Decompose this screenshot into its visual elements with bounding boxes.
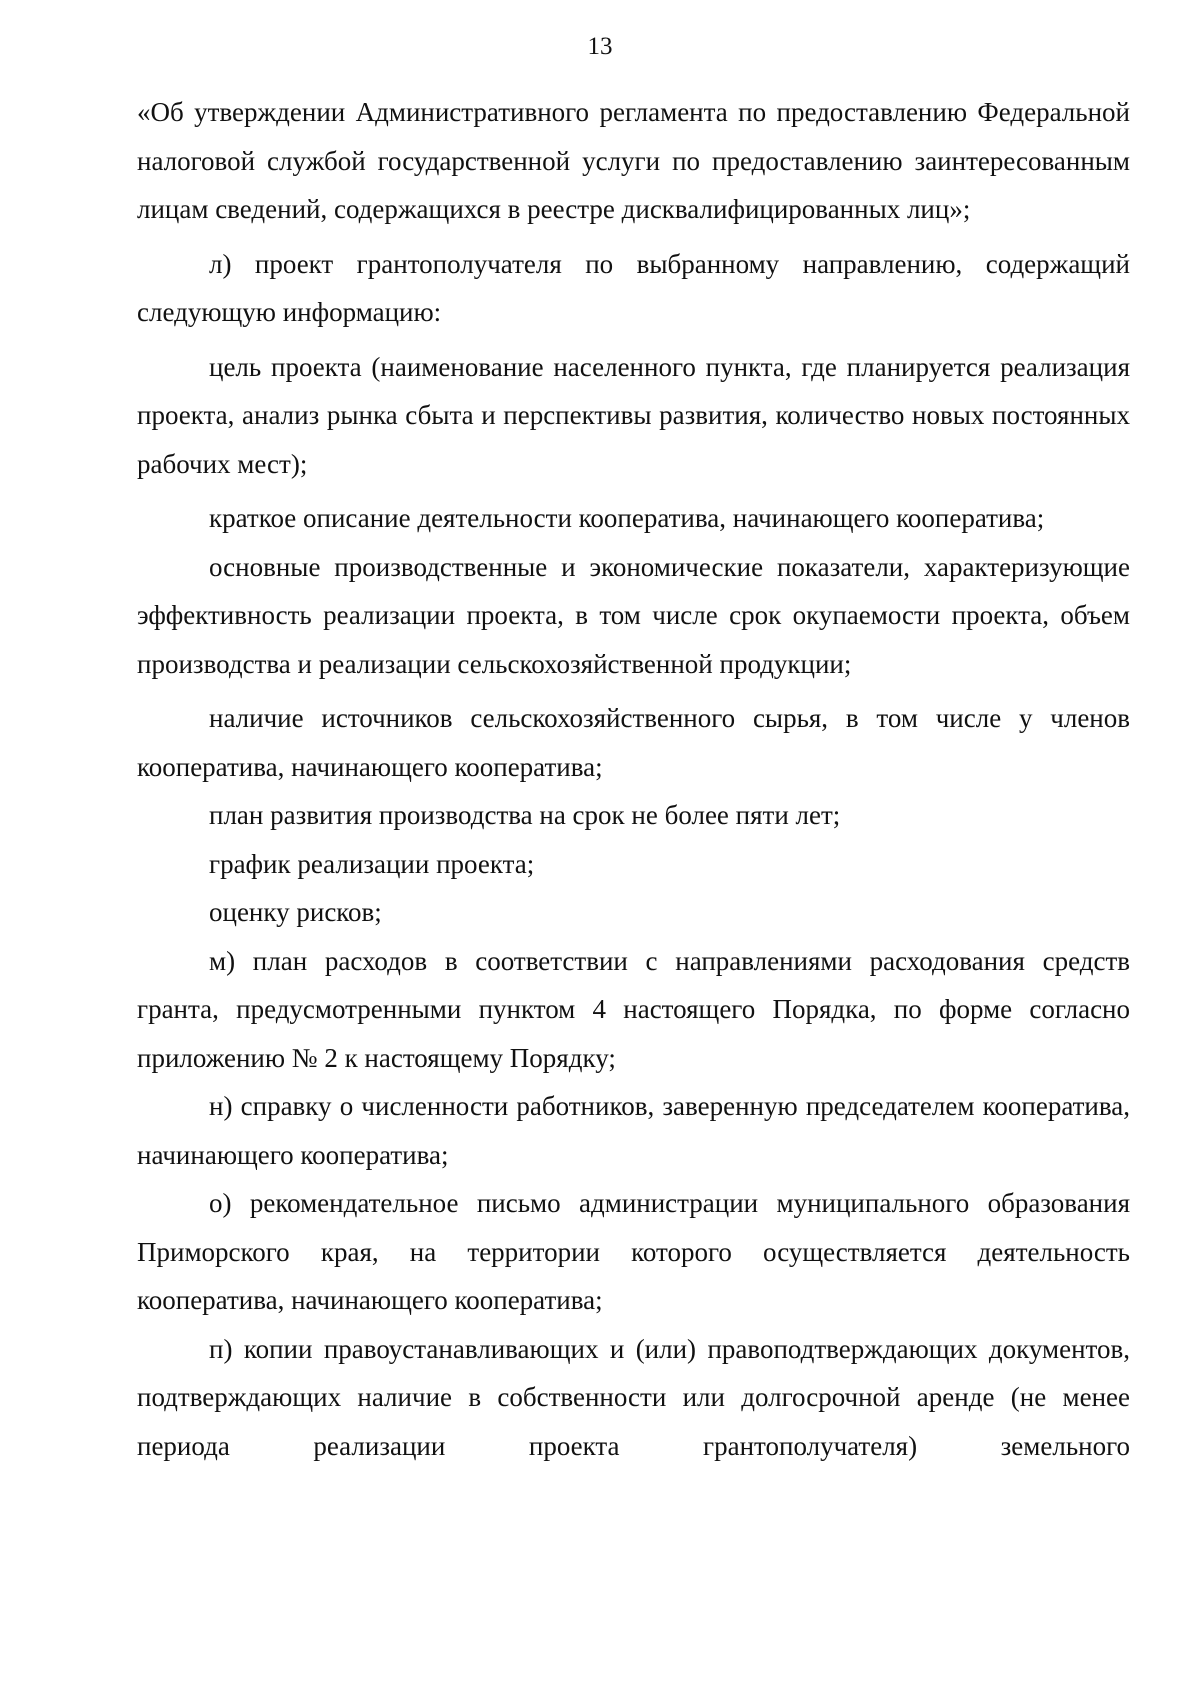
document-body <box>137 88 1130 1470</box>
paragraph-item-l: л) проект грантополучателя по выбранному направлению, содержащий следующую информацию: <box>137 248 1130 327</box>
paragraph-item-o: о) рекомендательное письмо администрации муниципального образования Приморского края, на территории которого осуществляется деятельность кооператива, начинающего кооператива; <box>137 1188 1130 1315</box>
paragraph-risk-assessment: оценку рисков; <box>209 897 382 927</box>
paragraph-raw-material-sources: наличие источников сельскохозяйственного сырья, в том числе у членов кооператива, начинающего кооператива; <box>137 703 1130 782</box>
page-number: 13 <box>587 33 613 60</box>
paragraph-implementation-schedule: график реализации проекта; <box>209 848 535 879</box>
paragraph-key-indicators: основные производственные и экономические показатели, характеризующие эффективность реализации проекта, в том числе срок окупаемости проекта, объем производства и реализации сельскохозяйственной продукции; <box>137 551 1130 679</box>
paragraph-regulation-reference: «Об утверждении Административного регламента по предоставлению Федеральной налоговой службой государственной услуги по предоставлению заинтересованным лицам сведений, содержащихся в реестре дисквалифицированных лиц»; <box>137 97 1130 224</box>
paragraph-item-n: н) справку о численности работников, заверенную председателем кооператива, начинающего кооператива; <box>137 1091 1130 1170</box>
paragraph-item-p: п) копии правоустанавливающих и (или) правоподтверждающих документов, подтверждающих наличие в собственности или долгосрочной аренде (не менее периода реализации проекта грантополучателя) земельного <box>137 1333 1130 1461</box>
paragraph-development-plan: план развития производства на срок не более пяти лет; <box>209 800 841 830</box>
paragraph-item-m: м) план расходов в соответствии с направлениями расходования средств гранта, предусмотренными пунктом 4 настоящего Порядка, по форме согласно приложению № 2 к настоящему Порядку; <box>137 945 1130 1073</box>
paragraph-project-goal: цель проекта (наименование населенного пункта, где планируется реализация проекта, анализ рынка сбыта и перспективы развития, количество новых постоянных рабочих мест); <box>137 351 1130 479</box>
paragraph-activity-description: краткое описание деятельности кооператива, начинающего кооператива; <box>209 503 1045 533</box>
